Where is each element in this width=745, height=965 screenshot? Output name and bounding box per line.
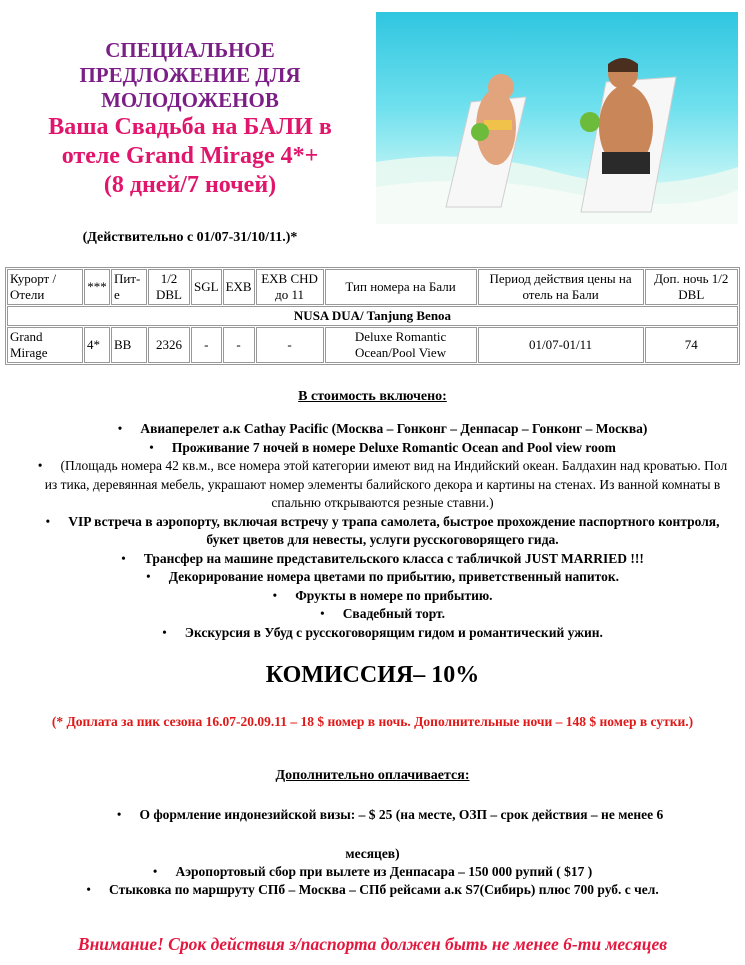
region-row xyxy=(7,306,738,326)
extra-item-visa-cont: месяцев) xyxy=(345,846,400,861)
header-stars: *** xyxy=(84,269,110,305)
extra-item-connection xyxy=(0,880,745,899)
cell-exb-chd: - xyxy=(256,327,324,363)
passport-warning: Внимание! Срок действия з/паспорта должен быть не менее 6-ти месяцев xyxy=(77,934,668,954)
header-meal: Пит-е xyxy=(111,269,147,305)
offer-header xyxy=(0,0,745,260)
title-line: СПЕЦИАЛЬНОЕ xyxy=(105,38,275,62)
subtitle-line: отеле Grand Mirage 4*+ xyxy=(61,143,319,169)
cell-hotel: Grand Mirage xyxy=(7,327,83,363)
offer-title xyxy=(12,38,368,200)
header-exb-chd: EXB CHD до 11 xyxy=(256,269,324,305)
validity-note: (Действительно с 01/07-31/10/11.)* xyxy=(82,230,298,245)
table-row xyxy=(7,327,738,363)
beach-couple-illustration xyxy=(376,12,738,224)
price-table xyxy=(5,267,740,365)
subtitle-line: Ваша Свадьба на БАЛИ в xyxy=(48,114,332,140)
list-item: • (Площадь номера 42 кв.м., все номера этой категории имеют вид на Индийский океан. Балдахин над кроватью. Пол из тика, деревянная мебель, украшают номер элементы балийского декора и картины на стенах. Из ванной комнаты в спальню открываются резные ставни.) xyxy=(30,457,735,513)
list-item: • Фрукты в номере по прибытию. xyxy=(30,587,735,606)
surcharge-note: (* Доплата за пик сезона 16.07-20.09.11 – 18 $ номер в ночь. Дополнительные ночи – 148 $ номер в сутки.) xyxy=(51,714,694,729)
header-resort: Курорт / Отели xyxy=(7,269,83,305)
header-extra-night: Доп. ночь 1/2 DBL xyxy=(645,269,738,305)
airport-fee-text: Аэропортовый сбор при вылете из Денпасара – 150 000 рупий ( $17 ) xyxy=(175,864,593,879)
bullet-icon: • xyxy=(152,864,158,879)
bullet-icon: • xyxy=(116,807,122,822)
list-item: • Экскурсия в Убуд с русскоговорящим гидом и романтический ужин. xyxy=(30,624,735,643)
extra-item-airport-fee xyxy=(0,862,745,881)
extra-item-visa xyxy=(50,805,730,824)
cell-stars: 4* xyxy=(84,327,110,363)
included-title: В стоимость включено: xyxy=(298,389,447,404)
table-header-row xyxy=(7,269,738,305)
header-sgl: SGL xyxy=(191,269,222,305)
header-half-dbl: 1/2 DBL xyxy=(148,269,190,305)
connection-text: Стыковка по маршруту СПб – Москва – СПб рейсами а.к S7(Сибирь) плюс 700 руб. с чел. xyxy=(109,882,659,897)
list-item: • Свадебный торт. xyxy=(30,605,735,624)
cell-room-type: Deluxe Romantic Ocean/Pool View xyxy=(325,327,477,363)
cell-half-dbl: 2326 xyxy=(148,327,190,363)
list-item: • Авиаперелет а.к Cathay Pacific (Москва – Гонконг – Денпасар – Гонконг – Москва) xyxy=(30,420,735,439)
commission-heading: КОМИССИЯ– 10% xyxy=(265,662,480,688)
header-room-type: Тип номера на Бали xyxy=(325,269,477,305)
title-line: ПРЕДЛОЖЕНИЕ ДЛЯ xyxy=(79,63,301,87)
cell-sgl: - xyxy=(191,327,222,363)
visa-text: О формление индонезийской визы: – $ 25 (на месте, ОЗП – срок действия – не менее 6 xyxy=(139,807,664,822)
included-list xyxy=(30,420,735,642)
cell-period: 01/07-01/11 xyxy=(478,327,644,363)
header-period: Период действия цены на отель на Бали xyxy=(478,269,644,305)
header-exb: EXB xyxy=(223,269,255,305)
bullet-icon: • xyxy=(86,882,92,897)
region-name: NUSA DUA/ Tanjung Benoa xyxy=(7,306,738,326)
list-item: • VIP встреча в аэропорту, включая встречу у трапа самолета, быстрое прохождение паспортного контроля, букет цветов для невесты, услуги русскоговорящего гида. xyxy=(30,513,735,550)
list-item: • Проживание 7 ночей в номере Deluxe Romantic Ocean and Pool view room xyxy=(30,439,735,458)
cell-extra-night: 74 xyxy=(645,327,738,363)
cell-meal: BB xyxy=(111,327,147,363)
subtitle-line: (8 дней/7 ночей) xyxy=(103,172,277,198)
list-item: • Трансфер на машине представительского класса с табличкой JUST MARRIED !!! xyxy=(30,550,735,569)
extra-title: Дополнительно оплачивается: xyxy=(275,768,470,783)
beach-couple-photo xyxy=(376,12,738,224)
list-item: • Декорирование номера цветами по прибытию, приветственный напиток. xyxy=(30,568,735,587)
title-line: МОЛОДОЖЕНОВ xyxy=(101,88,279,112)
cell-exb: - xyxy=(223,327,255,363)
